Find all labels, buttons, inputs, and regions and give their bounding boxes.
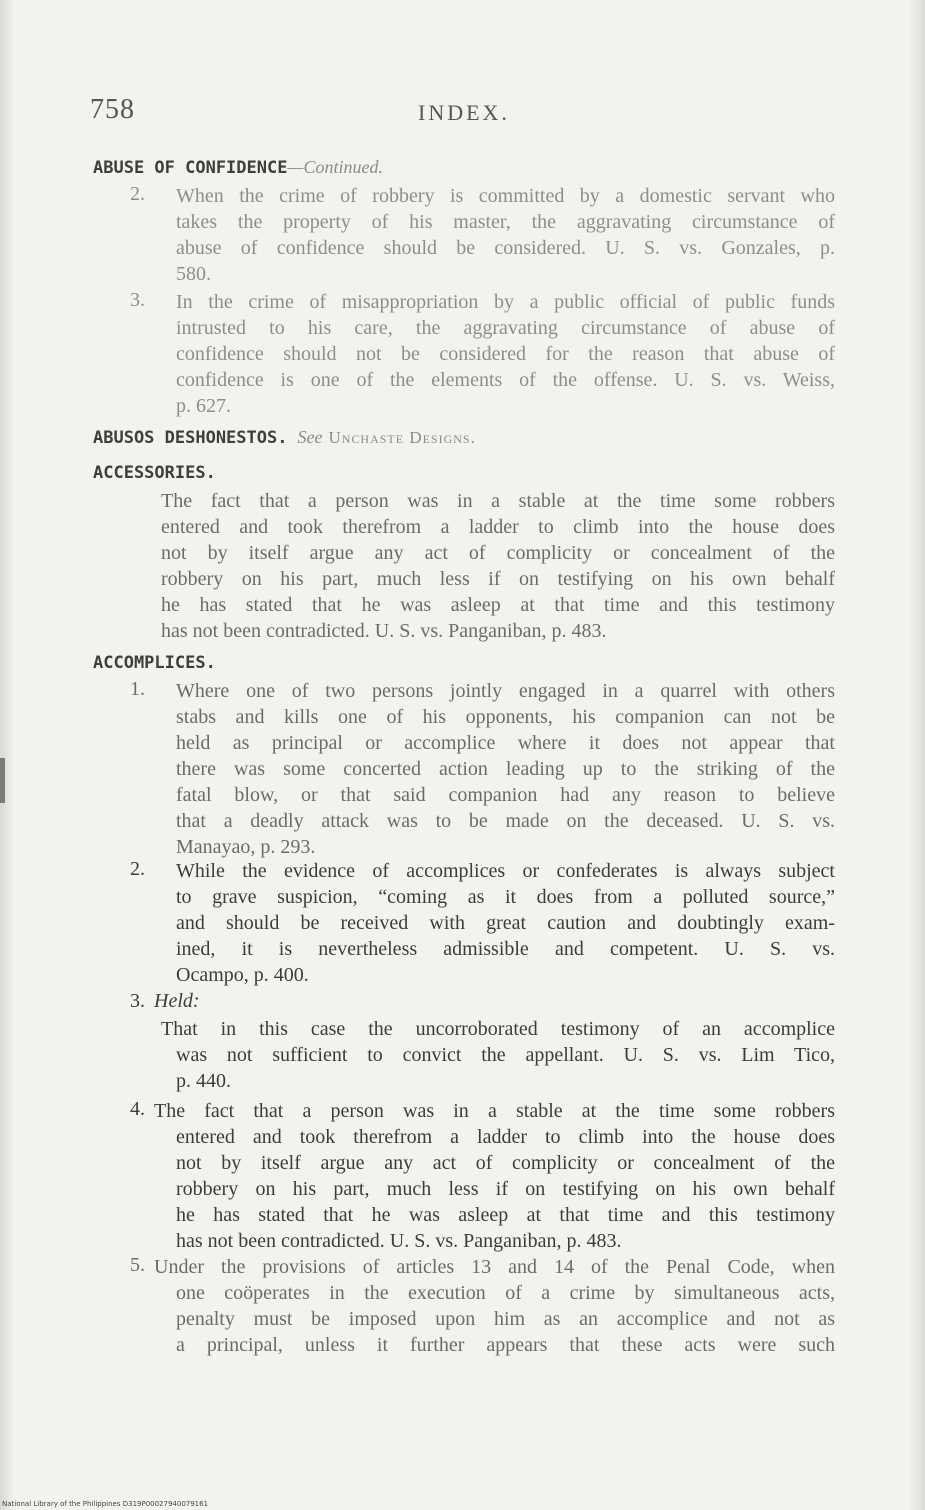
entry-line: held as principal or accomplice where it does not appear that [176,732,835,754]
heading-abusos-deshonestos [93,427,476,448]
entry-number: 2. [130,183,145,205]
entry-number: 3. [130,990,145,1012]
entry-line: he has stated that he was asleep at that time and this testimony [176,1204,835,1226]
entry-line: 580. [176,263,211,285]
page-right-edge-shadow [909,0,925,1510]
entry-line: confidence is one of the elements of the offense. U. S. vs. Weiss, [176,369,835,391]
entry-line: ined, it is nevertheless admissible and competent. U. S. vs. [176,938,835,960]
entry-accomplices-5 [130,1254,835,1364]
entry-abuse-2 [130,183,835,293]
entry-line: to grave suspicion, “coming as it does from a polluted source,” [176,886,835,908]
entry-line: a principal, unless it further appears that these acts were such [176,1334,835,1356]
scan-margin-mark [0,758,5,803]
entry-abuse-3 [130,289,835,424]
entry-line: and should be received with great caution and doubtingly exam- [176,912,835,934]
heading-abuse-of-confidence [93,157,383,178]
entry-number: 1. [130,678,145,700]
entry-line: robbery on his part, much less if on testifying on his own behalf [176,1178,835,1200]
entry-line: fatal blow, or that said companion had any reason to believe [176,784,835,806]
entry-line: was not sufficient to convict the appellant. U. S. vs. Lim Tico, [176,1044,835,1066]
entry-line: not by itself argue any act of complicity or concealment of the [176,1152,835,1174]
entry-accomplices-3 [130,990,835,1090]
heading-text: ABUSE OF CONFIDENCE [93,158,288,178]
entry-number: 5. [130,1254,145,1276]
heading-accomplices: ACCOMPLICES. [93,653,216,673]
page-left-edge-shadow [0,0,14,1510]
entry-line: Ocampo, p. 400. [176,964,309,986]
entry-line: not by itself argue any act of complicity or concealment of the [161,542,835,564]
entry-line: While the evidence of accomplices or confederates is always subject [176,860,835,882]
entry-line: robbery on his part, much less if on testifying on his own behalf [161,568,835,590]
entry-line: Where one of two persons jointly engaged in a quarrel with others [176,680,835,702]
entry-number: 3. [130,289,145,311]
entry-accomplices-2 [130,858,835,993]
entry-line: Under the provisions of articles 13 and 14 of the Penal Code, when [154,1256,835,1278]
entry-line: entered and took therefrom a ladder to climb into the house does [176,1126,835,1148]
entry-line: Manayao, p. 293. [176,836,316,858]
entry-line: one coöperates in the execution of a crime by simultaneous acts, [176,1282,835,1304]
entry-number: 4. [130,1098,145,1120]
entry-line: entered and took therefrom a ladder to climb into the house does [161,516,835,538]
entry-line: confidence should not be considered for the reason that abuse of [176,343,835,365]
entry-line: When the crime of robbery is committed by a domestic servant who [176,185,835,207]
entry-line: that a deadly attack was to be made on the deceased. U. S. vs. [176,810,835,832]
entry-line: there was some concerted action leading up to the striking of the [176,758,835,780]
entry-line: has not been contradicted. U. S. vs. Panganiban, p. 483. [161,620,607,642]
entry-line: The fact that a person was in a stable at the time some robbers [161,490,835,512]
entry-line: abuse of confidence should be considered. U. S. vs. Gonzales, p. [176,237,835,259]
held-label: Held: [154,990,200,1012]
entry-accomplices-4 [130,1098,835,1258]
see-label: See [297,427,323,447]
entry-line: In the crime of misappropriation by a public official of public funds [176,291,835,313]
heading-text: ABUSOS DESHONESTOS. [93,428,288,448]
paragraph-accessories [130,488,835,648]
entry-line: p. 627. [176,395,231,417]
entry-line: That in this case the uncorroborated testimony of an accomplice [161,1018,835,1040]
heading-accessories: ACCESSORIES. [93,463,216,483]
entry-line: intrusted to his care, the aggravating circumstance of abuse of [176,317,835,339]
entry-line: The fact that a person was in a stable at the time some robbers [154,1100,835,1122]
entry-line: has not been contradicted. U. S. vs. Panganiban, p. 483. [176,1230,622,1252]
entry-line: takes the property of his master, the aggravating circumstance of [176,211,835,233]
scan-footer: National Library of the Philippines D319P00027940079161 [2,1500,209,1508]
page-number: 758 [90,94,135,125]
entry-line: he has stated that he was asleep at that time and this testimony [161,594,835,616]
entry-line: stabs and kills one of his opponents, his companion can not be [176,706,835,728]
running-head: INDEX. [418,100,510,125]
entry-accomplices-1 [130,678,835,863]
entry-line: penalty must be imposed upon him as an accomplice and not as [176,1308,835,1330]
continued-label: —Continued. [287,157,383,177]
entry-line: p. 440. [176,1070,231,1092]
cross-reference: Unchaste Designs. [328,428,476,447]
entry-number: 2. [130,858,145,880]
